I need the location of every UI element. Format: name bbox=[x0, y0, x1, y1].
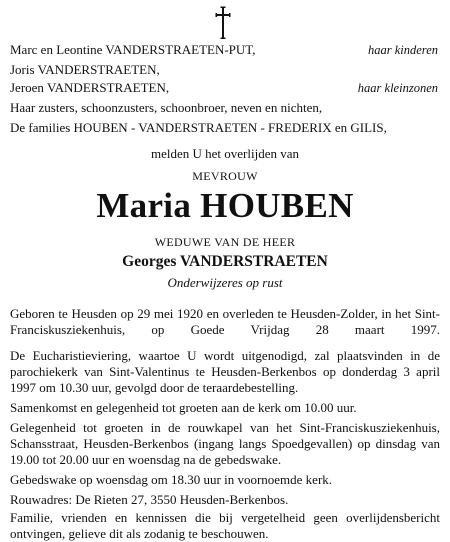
relative-line-1: Marc en Leontine VANDERSTRAETEN-PUT, bbox=[10, 42, 256, 57]
relative-line-4: Haar zusters, schoonzusters, schoonbroer, neven en nichten, bbox=[10, 100, 323, 115]
widow-of-label: WEDUWE VAN DE HEER bbox=[154, 235, 296, 249]
relative-line-3: Jeroen VANDERSTRAETEN, bbox=[10, 80, 170, 95]
relative-role-1: haar kinderen bbox=[367, 43, 438, 57]
relative-line-5: De families HOUBEN - VANDERSTRAETEN - FREDERIX en GILIS, bbox=[10, 120, 387, 135]
husband-name: Georges VANDERSTRAETEN bbox=[122, 253, 328, 270]
funeral-mass-paragraph: De Eucharistieviering, waartoe U wordt uitgenodigd, zal plaatsvinden in de parochiekerk van Sint-Valentinus te Heusden-Berkenbos op donderdag 3 april 1997 om 10.30 uur, gevolgd door de teraardebestelling. bbox=[10, 348, 440, 395]
deceased-name: Maria HOUBEN bbox=[96, 186, 354, 225]
mourning-address: Rouwadres: De Rieten 27, 3550 Heusden-Berkenbos. bbox=[10, 492, 289, 507]
relative-role-3: haar kleinzonen bbox=[357, 81, 438, 95]
gathering-paragraph: Samenkomst en gelegenheid tot groeten aan de kerk om 10.00 uur. bbox=[10, 400, 357, 415]
cross-icon bbox=[214, 6, 232, 40]
profession: Onderwijzeres op rust bbox=[167, 275, 283, 290]
birth-death-paragraph: Geboren te Heusden op 29 mei 1920 en overleden te Heusden-Zolder, in het Sint-Franciskusziekenhuis, op Goede Vrijdag 28 maart 1997. bbox=[10, 306, 440, 337]
relative-line-2: Joris VANDERSTRAETEN, bbox=[10, 62, 160, 77]
prayer-vigil-paragraph: Gebedswake op woensdag om 18.30 uur in voornoemde kerk. bbox=[10, 472, 333, 487]
closing-paragraph: Familie, vrienden en kennissen die bij vergetelheid geen overlijdensbericht ontvingen, gelieve dit als zodanig te beschouwen. bbox=[10, 510, 440, 541]
salutation: MEVROUW bbox=[192, 169, 258, 183]
intro-text: melden U het overlijden van bbox=[150, 146, 299, 161]
viewing-paragraph: Gelegenheid tot groeten in de rouwkapel van het Sint-Franciskusziekenhuis, Schansstraat, Heusden-Berkenbos (ingang langs Spoedgevallen) op dinsdag van 19.00 tot 20.00 uur en woensdag na de gebedswake. bbox=[10, 420, 440, 467]
